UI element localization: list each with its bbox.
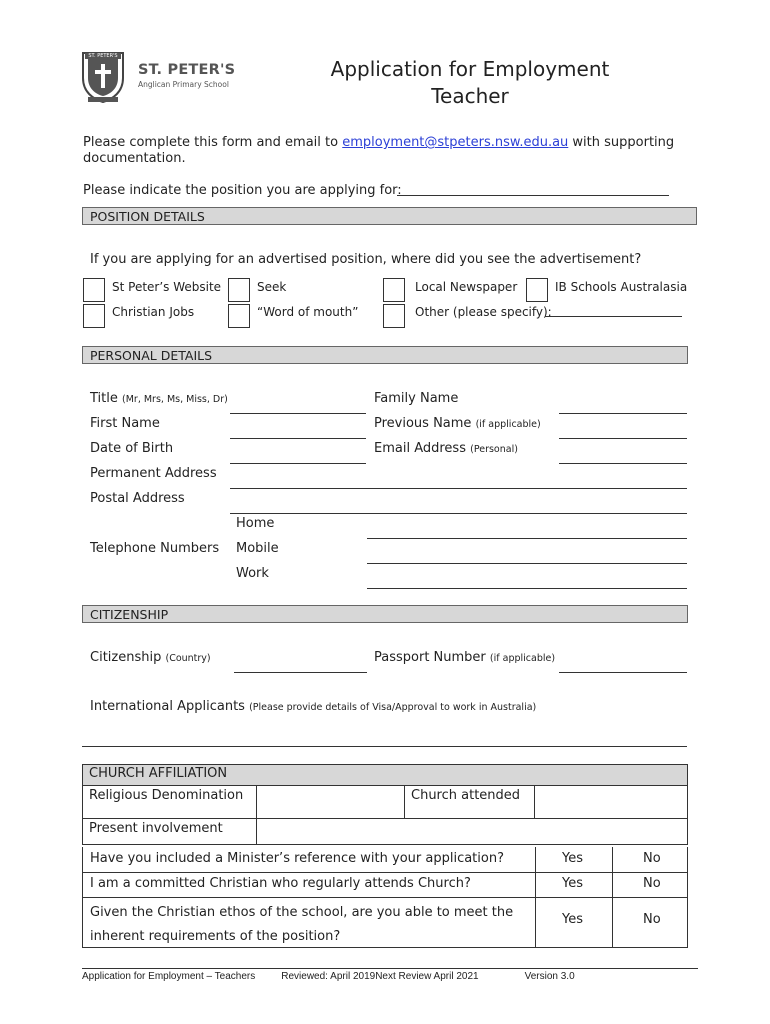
home-phone-field[interactable]: [367, 538, 687, 539]
denomination-input[interactable]: [257, 786, 405, 819]
section-church-affiliation: CHURCH AFFILIATION: [83, 765, 688, 786]
question-christian-ethos: [90, 901, 513, 949]
previous-name-field[interactable]: [559, 438, 687, 439]
title-hint: (Mr, Mrs, Ms, Miss, Dr): [122, 394, 228, 405]
q1-no[interactable]: No: [643, 851, 661, 866]
telephone-label: Telephone Numbers: [90, 541, 220, 556]
email-link[interactable]: employment@stpeters.nsw.edu.au: [342, 135, 569, 150]
option-newspaper: Local Newspaper: [415, 280, 518, 294]
church-affiliation-table: [82, 764, 688, 845]
footer-version: Version 3.0: [524, 971, 575, 982]
question-minister-reference: Have you included a Minister’s reference with your application?: [90, 851, 504, 866]
email-address-field[interactable]: [559, 463, 687, 464]
citizenship-hint: (Country): [165, 653, 211, 664]
q3-line-2: inherent requirements of the position?: [90, 929, 341, 944]
postal-address-field[interactable]: [230, 513, 687, 514]
footer-next-review: Next Review April 2021: [375, 971, 479, 982]
title-label: [90, 391, 228, 406]
postal-address-label: Postal Address: [90, 491, 185, 506]
dob-field[interactable]: [230, 463, 366, 464]
option-website: St Peter’s Website: [112, 280, 222, 294]
advert-question: If you are applying for an advertised position, where did you see the advertisement?: [90, 252, 642, 267]
work-label: Work: [236, 566, 269, 581]
passport-label: [374, 650, 555, 665]
title-field[interactable]: [230, 413, 366, 414]
home-label: Home: [236, 516, 275, 531]
email-address-hint: (Personal): [470, 444, 518, 455]
title-label-text: Title: [90, 391, 118, 406]
footer-reviewed: Reviewed: April 2019: [281, 971, 376, 982]
q1-yes[interactable]: Yes: [562, 851, 583, 866]
email-address-label: [374, 441, 518, 456]
q3-yes[interactable]: Yes: [562, 912, 583, 927]
option-ib-schools: IB Schools Australasia: [555, 280, 688, 294]
checkbox-christian-jobs[interactable]: [83, 304, 105, 328]
checkbox-other[interactable]: [383, 304, 405, 328]
q3-line-1: Given the Christian ethos of the school, are you able to meet the: [90, 905, 514, 920]
option-seek: Seek: [257, 280, 287, 294]
checkbox-ib-schools[interactable]: [526, 278, 548, 302]
footer-form-name: Application for Employment – Teachers: [82, 971, 256, 982]
previous-name-text: Previous Name: [374, 416, 472, 431]
international-hint: (Please provide details of Visa/Approval to work in Australia): [249, 702, 537, 713]
denomination-label: Religious Denomination: [83, 786, 257, 819]
position-prompt: Please indicate the position you are applying for:: [83, 183, 402, 198]
involvement-label: Present involvement: [83, 819, 257, 845]
church-attended-input[interactable]: [535, 786, 688, 819]
citizenship-label: [90, 650, 211, 665]
intro-before: Please complete this form and email to: [83, 135, 343, 150]
intro-text: [83, 135, 703, 167]
section-citizenship: CITIZENSHIP: [82, 605, 688, 623]
permanent-address-field[interactable]: [230, 488, 687, 489]
family-name-field[interactable]: [559, 413, 687, 414]
involvement-input[interactable]: [257, 819, 688, 845]
section-personal-details: PERSONAL DETAILS: [82, 346, 688, 364]
checkbox-seek[interactable]: [228, 278, 250, 302]
passport-text: Passport Number: [374, 650, 486, 665]
first-name-field[interactable]: [230, 438, 366, 439]
passport-field[interactable]: [559, 672, 687, 673]
international-text: International Applicants: [90, 699, 245, 714]
email-address-text: Email Address: [374, 441, 466, 456]
family-name-label: Family Name: [374, 391, 459, 406]
dob-label: Date of Birth: [90, 441, 174, 456]
church-questions: [82, 847, 688, 949]
first-name-label: First Name: [90, 416, 160, 431]
intro-after: with supporting: [568, 135, 675, 150]
question-committed-christian: I am a committed Christian who regularly attends Church?: [90, 876, 471, 891]
option-other: Other (please specify):: [415, 305, 552, 319]
work-phone-field[interactable]: [367, 588, 687, 589]
school-logo: [80, 50, 250, 106]
checkbox-website[interactable]: [83, 278, 105, 302]
international-label: [90, 699, 536, 714]
other-specify-field[interactable]: [545, 316, 682, 317]
q2-yes[interactable]: Yes: [562, 876, 583, 891]
checkbox-word-of-mouth[interactable]: [228, 304, 250, 328]
q2-no[interactable]: No: [643, 876, 661, 891]
church-attended-label: Church attended: [405, 786, 535, 819]
school-name: ST. PETER'S: [138, 62, 236, 78]
title-line-1: Application for Employment: [330, 57, 610, 81]
section-position-details: POSITION DETAILS: [82, 207, 697, 225]
citizenship-field[interactable]: [234, 672, 367, 673]
citizenship-text: Citizenship: [90, 650, 162, 665]
option-christian-jobs: Christian Jobs: [112, 305, 195, 319]
page-title: [300, 56, 640, 110]
crest-text: ST. PETER'S: [85, 53, 121, 59]
page-footer: [82, 968, 698, 982]
permanent-address-label: Permanent Address: [90, 466, 217, 481]
mobile-phone-field[interactable]: [367, 563, 687, 564]
previous-name-label: [374, 416, 541, 431]
position-field[interactable]: [397, 195, 669, 196]
checkbox-newspaper[interactable]: [383, 278, 405, 302]
mobile-label: Mobile: [236, 541, 279, 556]
q3-no[interactable]: No: [643, 912, 661, 927]
option-word-of-mouth: “Word of mouth”: [257, 305, 359, 319]
international-field[interactable]: [82, 746, 687, 747]
title-line-2: Teacher: [431, 84, 509, 108]
school-subtitle: Anglican Primary School: [138, 80, 229, 89]
intro-line-2: documentation.: [83, 151, 186, 166]
passport-hint: (if applicable): [489, 653, 556, 664]
previous-name-hint: (if applicable): [475, 419, 541, 430]
